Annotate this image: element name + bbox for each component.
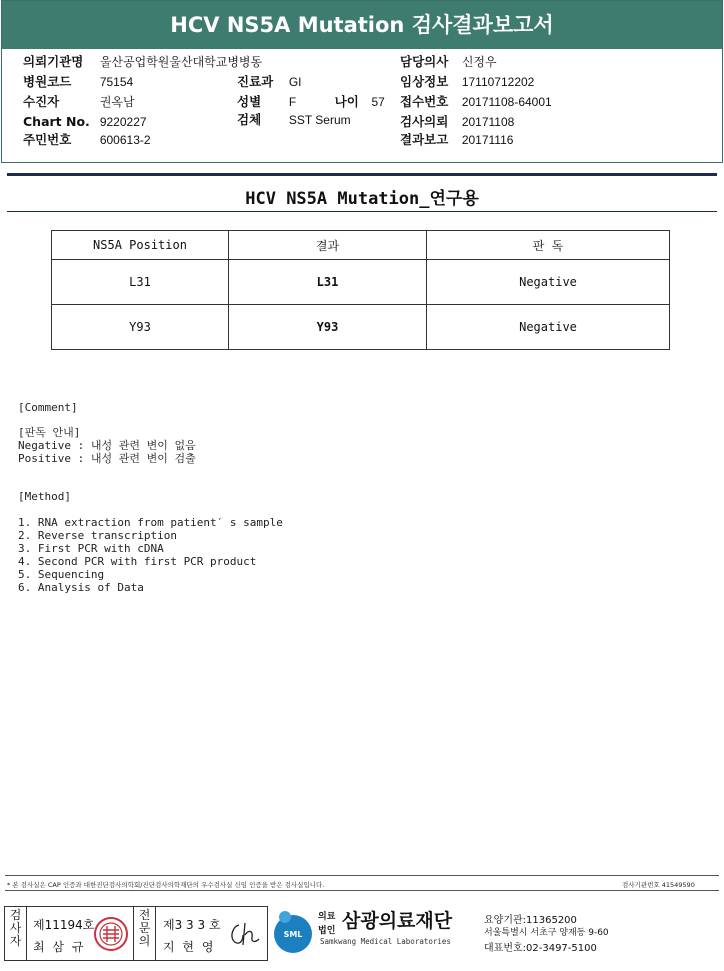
examiner-license: 제11194호	[33, 918, 95, 932]
info-value: 75154	[99, 75, 134, 89]
info-label: 성별	[237, 94, 262, 109]
column-header: NS5A Position	[52, 231, 229, 260]
info-institution	[23, 55, 262, 69]
info-resident-no	[23, 133, 151, 147]
info-label: Chart No.	[23, 114, 90, 129]
method-step: 4. Second PCR with first PCR product	[18, 555, 257, 568]
info-label: 검체	[237, 112, 262, 127]
info-value: 9220227	[99, 115, 147, 129]
info-report	[400, 133, 513, 147]
table-header-row	[52, 231, 670, 260]
table-row	[52, 305, 670, 350]
info-label: 주민번호	[23, 132, 72, 147]
info-hospital-code	[23, 75, 133, 89]
info-value: GI	[288, 75, 302, 89]
specialist-license: 제3 3 3 호	[163, 918, 221, 932]
report-title: HCV NS5A Mutation_연구용	[245, 189, 479, 209]
info-dept	[237, 75, 302, 89]
examiner-label-cell	[5, 907, 27, 960]
info-value: 20171116	[461, 133, 514, 147]
org-care-no: 요양기관:11365200	[484, 915, 577, 926]
footer-report-no: 검사기관번호 41549590	[622, 881, 695, 889]
examiner-name: 최 삼 규	[33, 940, 86, 954]
info-label: 결과보고	[400, 132, 449, 147]
method-step: 2. Reverse transcription	[18, 529, 177, 542]
method-header: [Method]	[18, 490, 71, 503]
info-value: 17110712202	[461, 75, 535, 89]
method-step: 5. Sequencing	[18, 568, 105, 581]
method-step: 1. RNA extraction from patient′ s sample	[18, 516, 283, 529]
cell-result: L31	[229, 260, 427, 305]
org-name-en: Samkwang Medical Laboratories	[320, 937, 451, 946]
info-label: 접수번호	[400, 94, 449, 109]
table-row	[52, 260, 670, 305]
info-patient	[23, 95, 135, 109]
org-prefix: 의료	[318, 912, 336, 922]
info-receipt	[400, 95, 552, 109]
info-chart-no	[23, 115, 147, 129]
cell-position: Y93	[52, 305, 229, 350]
signature-box	[4, 906, 268, 961]
divider-bottom	[7, 211, 717, 212]
report-main-title: HCV NS5A Mutation 검사결과보고서	[2, 1, 722, 49]
org-logo-area	[272, 906, 722, 961]
comment-guide-header: [판독 안내]	[18, 426, 81, 439]
org-name: 삼광의료재단	[342, 910, 453, 932]
divider-top	[7, 173, 717, 176]
info-doctor	[400, 55, 497, 69]
footer-divider	[5, 890, 719, 891]
cell-result: Y93	[229, 305, 427, 350]
info-label: 담당의사	[400, 54, 449, 69]
info-request	[400, 115, 514, 129]
method-step: 6. Analysis of Data	[18, 581, 144, 594]
info-value: 57	[371, 95, 385, 109]
column-header: 결과	[229, 231, 427, 260]
specialist-label: 전문의	[138, 908, 151, 948]
info-label: 검사의뢰	[400, 114, 449, 129]
info-label: 진료과	[237, 74, 274, 89]
info-value: 600613-2	[99, 133, 151, 147]
method-step: 3. First PCR with cDNA	[18, 542, 164, 555]
org-prefix: 법인	[318, 926, 336, 936]
info-specimen	[237, 113, 351, 127]
info-value: 울산공업학원울산대학교병병동	[99, 55, 263, 69]
info-sex	[237, 95, 385, 109]
seal-stamp-icon	[93, 916, 129, 952]
specialist-label-cell	[134, 907, 156, 960]
comment-negative: Negative : 내성 관련 변이 없음	[18, 439, 196, 452]
info-value: 신정우	[461, 55, 497, 69]
info-value: 20171108-64001	[461, 95, 552, 109]
cell-position: L31	[52, 260, 229, 305]
footer-divider	[5, 875, 719, 876]
org-address: 서울특별시 서초구 양재동 9-60	[484, 928, 609, 938]
info-clinical	[400, 75, 534, 89]
info-value: 20171108	[461, 115, 515, 129]
signature-icon	[225, 919, 261, 949]
comment-positive: Positive : 내성 관련 변이 검출	[18, 452, 196, 465]
org-phone: 대표번호:02-3497-5100	[484, 943, 597, 954]
info-label: 의뢰기관명	[23, 54, 84, 69]
examiner-label: 검사자	[9, 908, 22, 948]
cell-interpretation: Negative	[427, 260, 670, 305]
specialist-name: 지 현 영	[163, 940, 216, 954]
info-label: 병원코드	[23, 74, 72, 89]
info-label: 나이	[334, 94, 359, 109]
sml-badge: SML	[283, 930, 303, 939]
results-table	[51, 230, 670, 350]
info-label: 임상정보	[400, 74, 449, 89]
info-value: F	[288, 95, 297, 109]
info-value: 권옥남	[99, 95, 135, 109]
footer-note: * 본 검사실은 CAP 인증과 대한진단검사의학회/진단검사의학재단의 우수검사실 신임 인증을 받은 검사실입니다.	[7, 881, 325, 889]
column-header: 판 독	[427, 231, 670, 260]
info-value: SST Serum	[288, 113, 351, 127]
info-label: 수진자	[23, 94, 60, 109]
cell-interpretation: Negative	[427, 305, 670, 350]
comment-header: [Comment]	[18, 401, 78, 414]
